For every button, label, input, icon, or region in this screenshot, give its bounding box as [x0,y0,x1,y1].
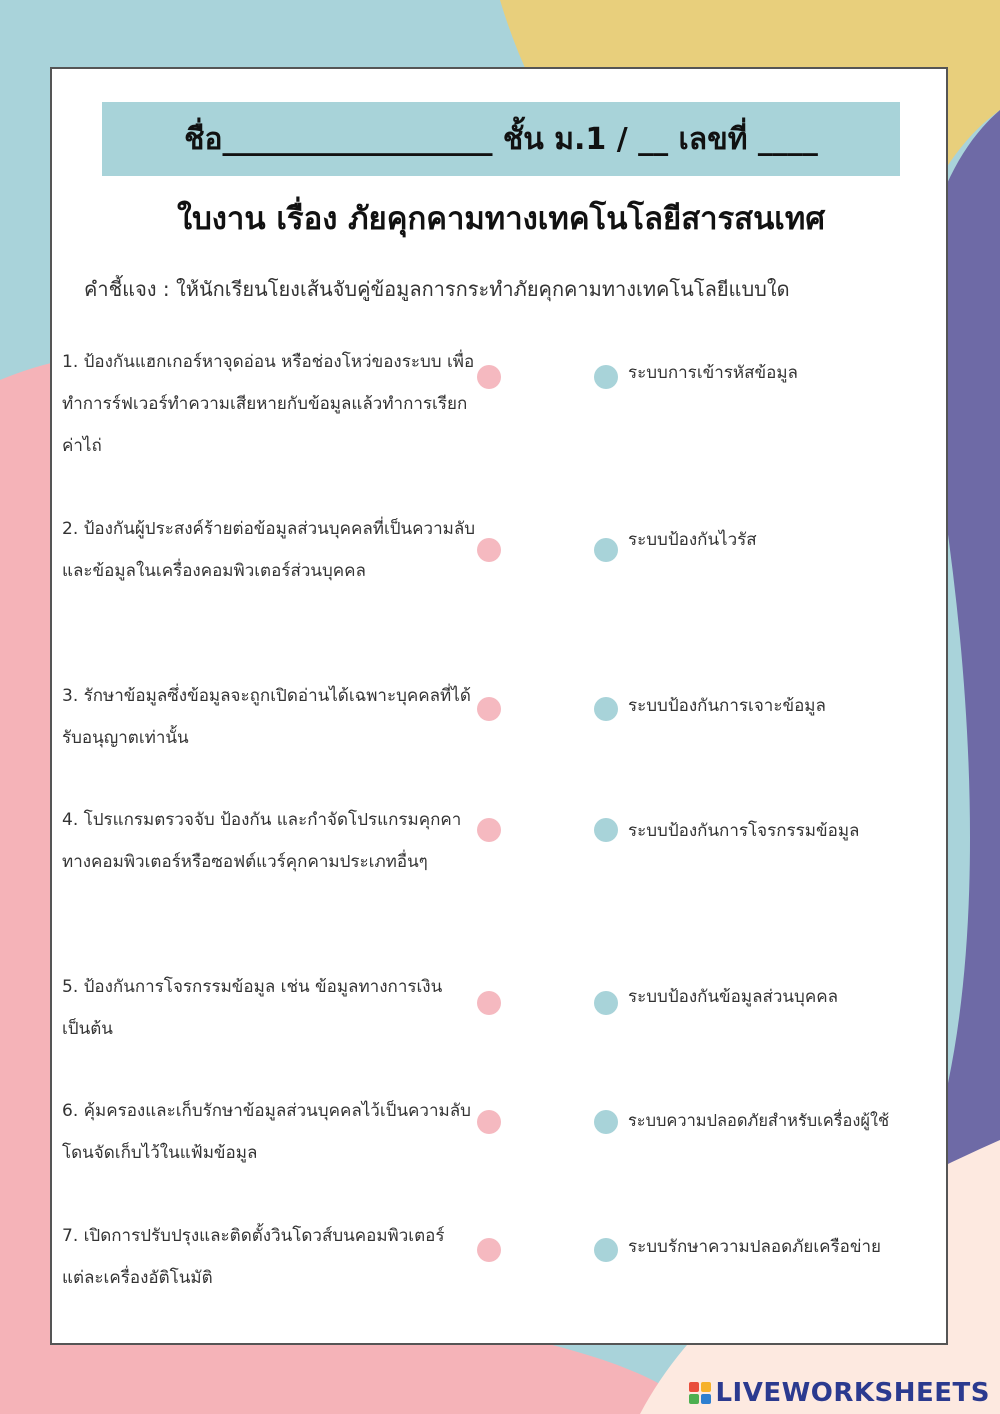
option-7: ระบบรักษาความปลอดภัยเครือข่าย [628,1237,881,1257]
match-point-right-2[interactable] [594,538,618,562]
match-point-right-7[interactable] [594,1238,618,1262]
match-point-left-4[interactable] [477,818,501,842]
worksheet-title: ใบงาน เรื่อง ภัยคุกคามทางเทคโนโลยีสารสนเทศ [176,201,826,237]
item-7: 7. เปิดการปรับปรุงและติดตั้งวินโดวส์บนคอมพิวเตอร์แต่ละเครื่องอัติโนมัติ [62,1226,445,1288]
item-1: 1. ป้องกันแฮกเกอร์หาจุดอ่อน หรือช่องโหว่ของระบบ เพื่อทำการร์ฟเวอร์ทำความเสียหายกับข้อมูลแล้วทำการเรียกค่าไถ่ [62,352,475,456]
instruction-text: คำชี้แจง : ให้นักเรียนโยงเส้นจับคู่ข้อมูลการกระทำภัยคุกคามทางเทคโนโลยีแบบใด [84,277,790,301]
liveworksheets-logo [689,1378,990,1408]
match-point-left-7[interactable] [477,1238,501,1262]
item-4: 4. โปรแกรมตรวจจับ ป้องกัน และกำจัดโปรแกรมคุกคาทางคอมพิวเตอร์หรือซอฟต์แวร์คุกคามประเภทอื่นๆ [62,810,462,872]
item-2: 2. ป้องกันผู้ประสงค์ร้ายต่อข้อมูลส่วนบุคคลที่เป็นความลับ และข้อมูลในเครื่องคอมพิวเตอร์ส่วนบุคคล [62,519,476,581]
match-point-left-6[interactable] [477,1110,501,1134]
option-3: ระบบป้องกันการเจาะข้อมูล [628,696,826,716]
option-1: ระบบการเข้ารหัสข้อมูล [628,363,798,383]
student-info-bar [102,102,900,176]
match-point-right-3[interactable] [594,697,618,721]
item-3: 3. รักษาข้อมูลซึ่งข้อมูลจะถูกเปิดอ่านได้เฉพาะบุคคลที่ได้รับอนุญาตเท่านั้น [62,686,471,748]
match-point-right-1[interactable] [594,365,618,389]
option-5: ระบบป้องกันข้อมูลส่วนบุคคล [628,987,839,1007]
match-point-left-1[interactable] [477,365,501,389]
match-point-left-2[interactable] [477,538,501,562]
match-point-right-5[interactable] [594,991,618,1015]
option-6: ระบบความปลอดภัยสำหรับเครื่องผู้ใช้ [628,1111,890,1130]
match-point-left-3[interactable] [477,697,501,721]
logo-text: LIVEWORKSHEETS [715,1378,990,1408]
option-2: ระบบป้องกันไวรัส [628,530,757,550]
match-point-right-4[interactable] [594,818,618,842]
match-point-right-6[interactable] [594,1110,618,1134]
item-6: 6. คุ้มครองและเก็บรักษาข้อมูลส่วนบุคคลไว้เป็นความลับ โดนจัดเก็บไว้ในแฟ้มข้อมูล [62,1101,471,1163]
match-point-left-5[interactable] [477,991,501,1015]
item-5: 5. ป้องกันการโจรกรรมข้อมูล เช่น ข้อมูลทางการเงิน เป็นต้น [62,977,443,1039]
worksheet [50,67,948,1345]
option-4: ระบบป้องกันการโจรกรรมข้อมูล [628,821,860,841]
liveworksheets-mark-icon [689,1382,711,1404]
student-info-line: ชื่อ__________________ ชั้น ม.1 / __ เลขที่ ____ [184,121,818,157]
